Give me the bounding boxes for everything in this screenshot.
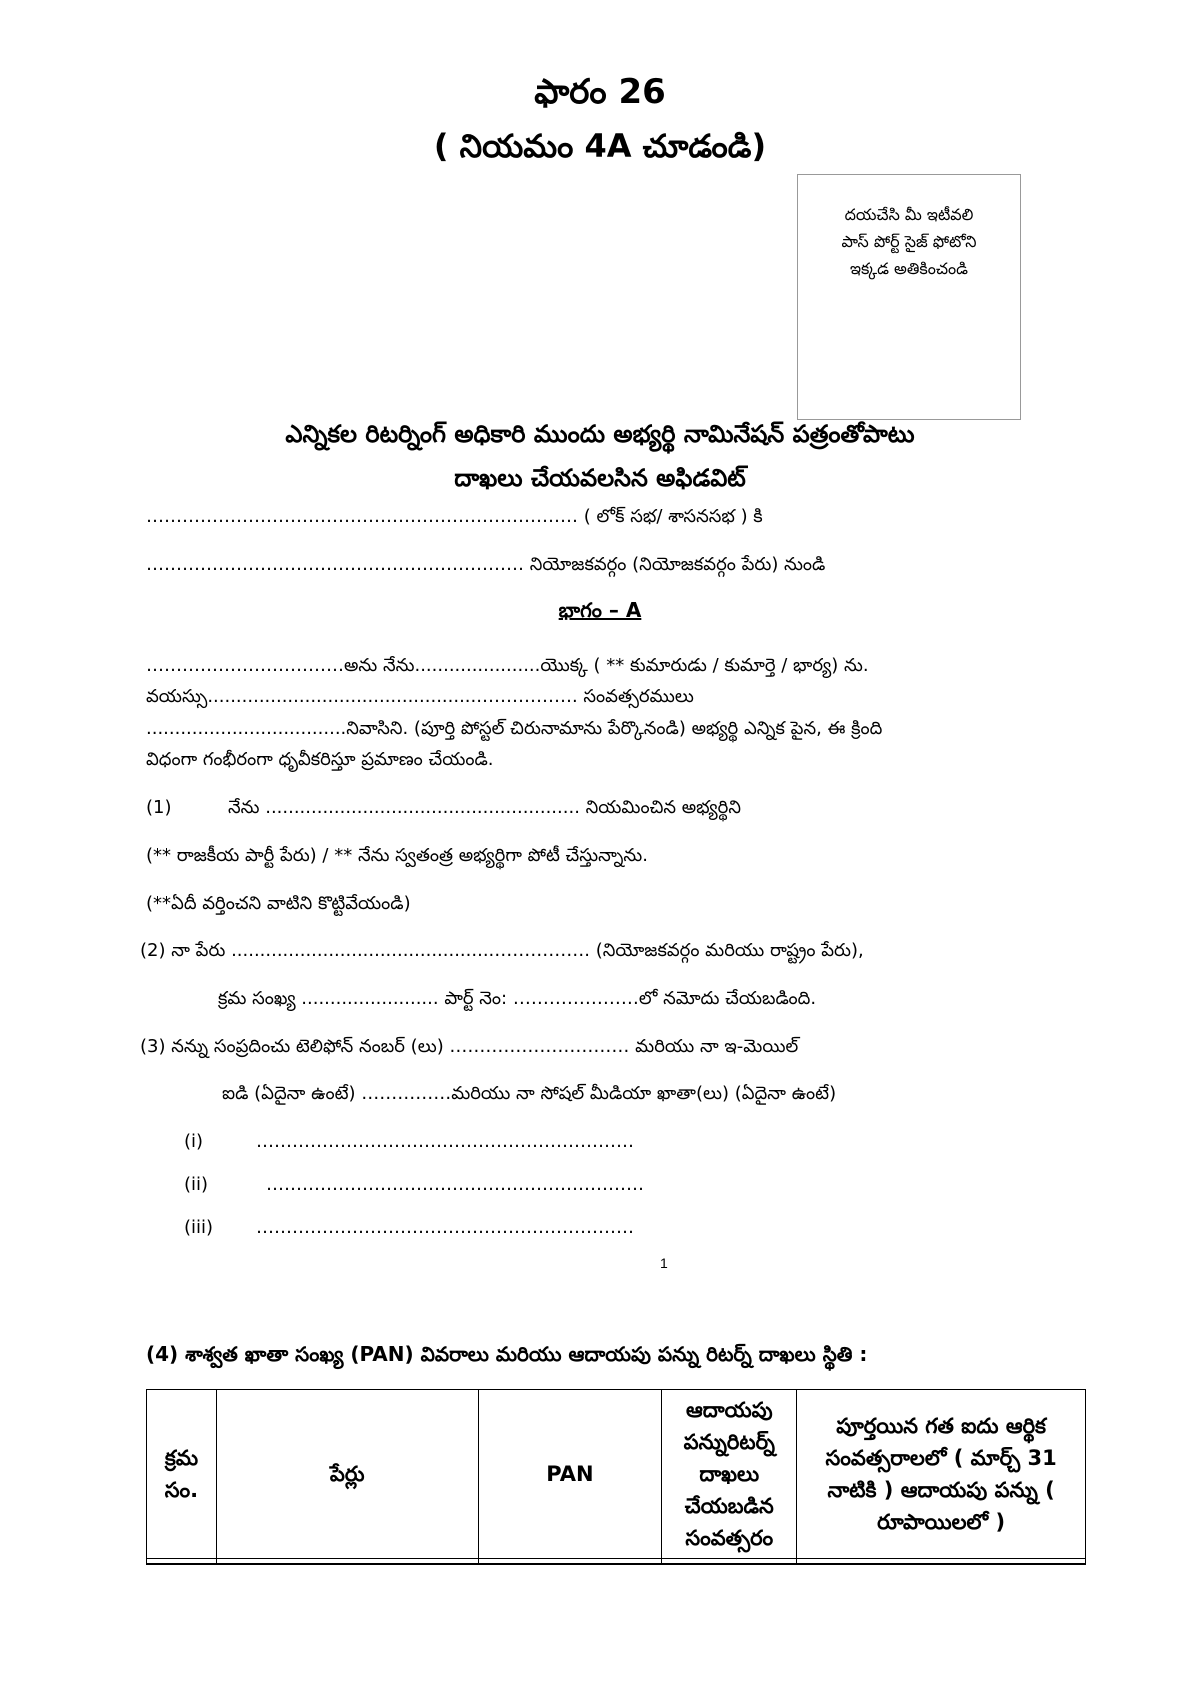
table-cell	[216, 1559, 478, 1565]
sub-item-ii-label: (ii)	[184, 1174, 209, 1195]
photo-box-line: ఇక్కడ అతికించండి	[850, 259, 968, 278]
sub-item-i-dots: ………………………………………………………	[256, 1131, 634, 1152]
table-cell	[147, 1559, 217, 1565]
item-1-number: (1)	[146, 797, 172, 818]
table-cell	[662, 1559, 797, 1565]
form-subtitle: ( నియమం 4A చూడండి)	[433, 127, 767, 165]
item-2-line-1: (2) నా పేరు ..............................................……………. (నియోజకవర్గం మరియు రాష్ట్రం పేరు),	[140, 940, 864, 961]
table-cell	[478, 1559, 662, 1565]
item-2-line-2: క్రమ సంఖ్య ........................ పార్ట్ నెం: …………………లో నమోదు చేయబడింది.	[218, 988, 817, 1009]
photo-box-line: పాస్ పోర్ట్ సైజ్ ఫోటోని	[841, 232, 977, 251]
photo-box-line: దయచేసి మీ ఇటీవలి	[844, 205, 974, 224]
sub-item-i-label: (i)	[184, 1131, 204, 1152]
item-1-line-2: (** రాజకీయ పార్టీ పేరు) / ** నేను స్వతంత్ర అభ్యర్థిగా పోటీ చేస్తున్నాను.	[146, 845, 648, 866]
pan-table-header-row	[147, 1390, 1086, 1559]
part-a-heading: భాగం – A	[558, 598, 642, 622]
intro-line-4: విధంగా గంభీరంగా ధృవీకరిస్తూ ప్రమాణం చేయండి.	[146, 749, 494, 770]
table-row	[147, 1559, 1086, 1565]
sub-item-iii-label: (iii)	[184, 1217, 214, 1238]
intro-line-2: వయస్సు................................................……………. సంవత్సరములు	[146, 686, 694, 707]
section-4-title: (4) శాశ్వత ఖాతా సంఖ్య (PAN) వివరాలు మరియు ఆదాయపు పన్ను రిటర్న్ దాఖలు స్థితి :	[146, 1342, 868, 1366]
affidavit-heading-line1: ఎన్నికల రిటర్నింగ్ అధికారి ముందు అభ్యర్థి నామినేషన్ పత్రంతోపాటు	[285, 420, 915, 448]
intro-line-3: ...................................నివాసిని. (పూర్తి పోస్టల్ చిరునామాను పేర్కొనండి) అభ్యర్థి ఎన్నిక పైన, ఈ క్రింది	[146, 718, 883, 739]
header-income-tax: పూర్తయిన గత ఐదు ఆర్థిక సంవత్సరాలలో ( మార్చ్ 31 నాటికి ) ఆదాయపు పన్ను ( రూపాయిలలో )	[797, 1390, 1086, 1559]
item-1-line-3: (**ఏదీ వర్తించని వాటిని కొట్టివేయండి)	[146, 893, 411, 914]
page-number: 1	[660, 1255, 668, 1271]
header-names: పేర్లు	[216, 1390, 478, 1559]
header-serial-no: క్రమ సం.	[147, 1390, 217, 1559]
form-title: ఫారం 26	[534, 72, 666, 112]
affidavit-heading-line2: దాఖలు చేయవలసిన అఫిడవిట్	[454, 464, 746, 492]
header-pan: PAN	[478, 1390, 662, 1559]
sub-item-iii-dots: ………………………………………………………	[256, 1217, 634, 1238]
item-3-line-2: ఐడి (ఏదైనా ఉంటే) ……………మరియు నా సోషల్ మీడియా ఖాతా(లు) (ఏదైనా ఉంటే)	[222, 1083, 837, 1104]
intro-line-1: ……………………………అను నేను......................యొక్క ( ** కుమారుడు / కుమార్తె / భార్య) ను.	[146, 655, 869, 676]
table-cell	[797, 1559, 1086, 1565]
photo-placeholder-box	[797, 174, 1021, 420]
header-itr-year: ఆదాయపు పన్నురిటర్న్ దాఖలు చేయబడిన సంవత్సరం	[662, 1390, 797, 1559]
item-3-line-1: (3) నన్ను సంప్రదించు టెలిఫోన్ నంబర్ (లు) ………………………… మరియు నా ఇ-మెయిల్	[140, 1036, 799, 1057]
constituency-line: ……………………………………………………… నియోజకవర్గం (నియోజకవర్గం పేరు) నుండి	[146, 554, 826, 575]
item-1-text: నేను ....................................................... నియమించిన అభ్యర్థిని	[228, 797, 741, 818]
house-line: ……………………………………………………………… ( లోక్ సభ/ శాసనసభ ) కి	[146, 506, 763, 527]
pan-table	[146, 1389, 1086, 1565]
sub-item-ii-dots: ………………………………………………………	[266, 1174, 644, 1195]
